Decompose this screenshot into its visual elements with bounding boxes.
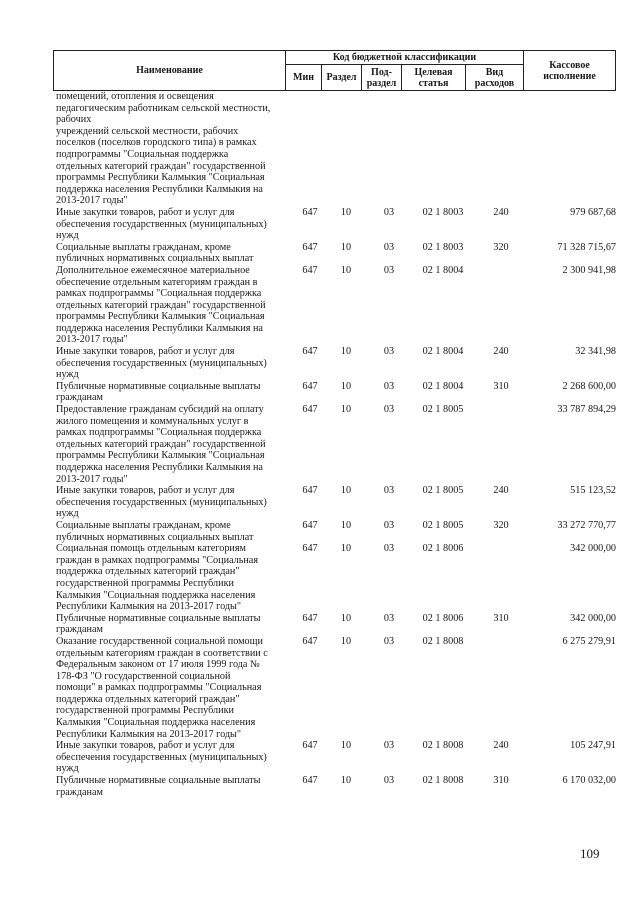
cell-sum: 33 787 894,29 bbox=[557, 404, 616, 416]
header-code-group: Код бюджетной классификации bbox=[286, 51, 524, 65]
cell-min: 647 bbox=[302, 264, 318, 276]
table-row bbox=[56, 242, 616, 265]
row-name-line: поддержка населения Республики Калмыкия на bbox=[56, 322, 263, 334]
cell-vid: 310 bbox=[493, 612, 509, 624]
row-name-line: отдельных категорий граждан" государственной bbox=[56, 299, 266, 311]
row-name-line: учреждений сельской местности, рабочих bbox=[56, 125, 239, 137]
row-name-line: Республики Калмыкия на 2013-2017 годы" bbox=[56, 728, 242, 740]
cell-min: 647 bbox=[302, 346, 318, 358]
cell-min: 647 bbox=[302, 612, 318, 624]
header-celevaya-line1: Целевая bbox=[414, 66, 453, 78]
table-header bbox=[53, 50, 616, 91]
cell-sum: 33 272 770,77 bbox=[557, 519, 616, 531]
header-vid bbox=[466, 65, 524, 91]
row-name bbox=[56, 543, 286, 613]
cell-sum: 342 000,00 bbox=[570, 543, 616, 555]
table-row bbox=[56, 265, 616, 346]
row-name-line: поселков (поселков городского типа) в рамках bbox=[56, 137, 257, 149]
cell-celevaya: 02 1 8005 bbox=[422, 519, 464, 531]
row-name bbox=[56, 346, 286, 381]
header-min: Мин bbox=[286, 65, 322, 91]
cell-razdel: 10 bbox=[340, 775, 352, 787]
cell-podrazdel: 03 bbox=[383, 346, 395, 358]
cell-vid: 320 bbox=[493, 519, 509, 531]
cell-vid: 310 bbox=[493, 775, 509, 787]
cell-podrazdel: 03 bbox=[383, 404, 395, 416]
row-name-line: Иные закупки товаров, работ и услуг для bbox=[56, 206, 235, 218]
row-name-line: нужд bbox=[56, 763, 79, 775]
row-name-line: помощи" в рамках подпрограммы "Социальная bbox=[56, 682, 262, 694]
header-kassa-line1: Кассовое bbox=[549, 59, 590, 71]
cell-min: 647 bbox=[302, 740, 318, 752]
row-name bbox=[56, 242, 286, 265]
row-name-line: 2013-2017 годы" bbox=[56, 473, 128, 485]
cell-celevaya: 02 1 8003 bbox=[422, 206, 464, 218]
header-podrazdel-line2: раздел bbox=[366, 77, 397, 89]
cell-podrazdel: 03 bbox=[383, 635, 395, 647]
table-body bbox=[56, 91, 616, 798]
table-row bbox=[56, 485, 616, 520]
row-name-line: Социальная помощь отдельным категориям bbox=[56, 543, 246, 555]
row-name-line: Федеральным законом от 17 июля 1999 года № bbox=[56, 659, 260, 671]
row-name-line: жилого помещения и коммунальных услуг в bbox=[56, 415, 249, 427]
cell-vid: 240 bbox=[493, 346, 509, 358]
row-name bbox=[56, 485, 286, 520]
row-name-line: Дополнительное ежемесячное материальное bbox=[56, 264, 250, 276]
table-row bbox=[56, 404, 616, 485]
cell-sum: 2 300 941,98 bbox=[562, 264, 616, 276]
cell-podrazdel: 03 bbox=[383, 485, 395, 497]
cell-vid: 320 bbox=[493, 241, 509, 253]
cell-min: 647 bbox=[302, 775, 318, 787]
row-name bbox=[56, 636, 286, 740]
row-name-line: Иные закупки товаров, работ и услуг для bbox=[56, 485, 235, 497]
row-name-line: 2013-2017 годы" bbox=[56, 195, 128, 207]
cell-celevaya: 02 1 8004 bbox=[422, 346, 464, 358]
cell-min: 647 bbox=[302, 543, 318, 555]
row-name-line: Публичные нормативные социальные выплаты bbox=[56, 380, 261, 392]
row-name-line: обеспечение отдельным категориям граждан в bbox=[56, 276, 258, 288]
row-name-line: Республики Калмыкия на 2013-2017 годы" bbox=[56, 601, 242, 613]
cell-razdel: 10 bbox=[340, 519, 352, 531]
cell-razdel: 10 bbox=[340, 241, 352, 253]
cell-min: 647 bbox=[302, 485, 318, 497]
cell-vid: 240 bbox=[493, 485, 509, 497]
row-name bbox=[56, 381, 286, 404]
row-name bbox=[56, 91, 286, 207]
header-celevaya bbox=[402, 65, 466, 91]
cell-celevaya: 02 1 8003 bbox=[422, 241, 464, 253]
cell-celevaya: 02 1 8004 bbox=[422, 380, 464, 392]
cell-podrazdel: 03 bbox=[383, 612, 395, 624]
row-name-line: Иные закупки товаров, работ и услуг для bbox=[56, 740, 235, 752]
row-name-line: Предоставление гражданам субсидий на оплату bbox=[56, 404, 264, 416]
cell-celevaya: 02 1 8005 bbox=[422, 404, 464, 416]
table-row bbox=[56, 91, 616, 207]
row-name-line: поддержка отдельных категорий граждан" bbox=[56, 693, 240, 705]
header-kassa-line2: исполнение bbox=[543, 70, 596, 82]
cell-sum: 6 275 279,91 bbox=[562, 635, 616, 647]
cell-min: 647 bbox=[302, 404, 318, 416]
header-name: Наименование bbox=[54, 51, 286, 91]
cell-razdel: 10 bbox=[340, 264, 352, 276]
header-celevaya-line2: статья bbox=[418, 77, 449, 89]
row-name-line: рамках подпрограммы "Социальная поддержка bbox=[56, 288, 262, 300]
table-row bbox=[56, 775, 616, 798]
cell-celevaya: 02 1 8004 bbox=[422, 264, 464, 276]
cell-razdel: 10 bbox=[340, 206, 352, 218]
cell-podrazdel: 03 bbox=[383, 740, 395, 752]
cell-min: 647 bbox=[302, 635, 318, 647]
cell-sum: 71 328 715,67 bbox=[557, 241, 616, 253]
cell-min: 647 bbox=[302, 380, 318, 392]
row-name-line: отдельных категорий граждан" государственной bbox=[56, 160, 266, 172]
table-row bbox=[56, 740, 616, 775]
row-name-line: гражданам bbox=[56, 786, 103, 798]
cell-min: 647 bbox=[302, 241, 318, 253]
cell-sum: 32 341,98 bbox=[575, 346, 616, 358]
cell-razdel: 10 bbox=[340, 612, 352, 624]
cell-sum: 515 123,52 bbox=[570, 485, 616, 497]
row-name-line: обеспечения государственных (муниципальных) bbox=[56, 357, 267, 369]
cell-razdel: 10 bbox=[340, 404, 352, 416]
row-name bbox=[56, 265, 286, 346]
row-name-line: Иные закупки товаров, работ и услуг для bbox=[56, 346, 235, 358]
cell-podrazdel: 03 bbox=[383, 264, 395, 276]
cell-razdel: 10 bbox=[340, 740, 352, 752]
row-name bbox=[56, 613, 286, 636]
header-podrazdel bbox=[362, 65, 402, 91]
cell-celevaya: 02 1 8008 bbox=[422, 775, 464, 787]
page-number: 109 bbox=[580, 846, 600, 861]
cell-sum: 342 000,00 bbox=[570, 612, 616, 624]
row-name-line: поддержка отдельных категорий граждан" bbox=[56, 566, 240, 578]
table-row bbox=[56, 636, 616, 740]
header-podrazdel-line1: Под- bbox=[371, 66, 392, 78]
cell-vid: 240 bbox=[493, 206, 509, 218]
cell-podrazdel: 03 bbox=[383, 775, 395, 787]
row-name-line: нужд bbox=[56, 230, 79, 242]
row-name bbox=[56, 740, 286, 775]
cell-celevaya: 02 1 8008 bbox=[422, 740, 464, 752]
header-vid-line2: расходов bbox=[474, 77, 515, 89]
cell-podrazdel: 03 bbox=[383, 380, 395, 392]
row-name-line: 178-ФЗ "О государственной социальной bbox=[56, 670, 231, 682]
cell-razdel: 10 bbox=[340, 346, 352, 358]
row-name-line: Публичные нормативные социальные выплаты bbox=[56, 775, 261, 787]
row-name-line: поддержка населения Республики Калмыкия на bbox=[56, 462, 263, 473]
row-name-line: отдельным категориям граждан в соответствии с bbox=[56, 647, 268, 659]
row-name-line: поддержка населения Республики Калмыкия на bbox=[56, 183, 263, 195]
header-vid-line1: Вид bbox=[485, 66, 504, 78]
row-name-line: гражданам bbox=[56, 392, 103, 404]
row-name-line: помещений, отопления и освещения bbox=[56, 91, 214, 102]
cell-sum: 105 247,91 bbox=[570, 740, 616, 752]
row-name-line: отдельных категорий граждан" государственной bbox=[56, 438, 266, 450]
row-name-line: нужд bbox=[56, 369, 79, 381]
row-name-line: нужд bbox=[56, 508, 79, 520]
cell-podrazdel: 03 bbox=[383, 241, 395, 253]
row-name-line: гражданам bbox=[56, 624, 103, 636]
row-name-line: Социальные выплаты гражданам, кроме bbox=[56, 519, 231, 531]
cell-podrazdel: 03 bbox=[383, 519, 395, 531]
cell-min: 647 bbox=[302, 206, 318, 218]
row-name bbox=[56, 520, 286, 543]
row-name-line: Калмыкия "Социальная поддержка населения bbox=[56, 589, 256, 601]
row-name-line: обеспечения государственных (муниципальных) bbox=[56, 496, 267, 508]
row-name-line: граждан в рамках подпрограммы "Социальная bbox=[56, 554, 259, 566]
row-name-line: 2013-2017 годы" bbox=[56, 334, 128, 346]
cell-razdel: 10 bbox=[340, 543, 352, 555]
row-name-line: программы Республики Калмыкия "Социальная bbox=[56, 172, 265, 184]
cell-celevaya: 02 1 8005 bbox=[422, 485, 464, 497]
header-razdel: Раздел bbox=[322, 65, 362, 91]
cell-min: 647 bbox=[302, 519, 318, 531]
table-row bbox=[56, 543, 616, 613]
cell-celevaya: 02 1 8008 bbox=[422, 635, 464, 647]
cell-sum: 6 170 032,00 bbox=[562, 775, 616, 787]
cell-vid: 240 bbox=[493, 740, 509, 752]
cell-podrazdel: 03 bbox=[383, 543, 395, 555]
row-name-line: обеспечения государственных (муниципальных) bbox=[56, 751, 267, 763]
row-name-line: подпрограммы "Социальная поддержка bbox=[56, 148, 229, 160]
row-name-line: государственной программы Республики bbox=[56, 577, 234, 589]
cell-sum: 979 687,68 bbox=[570, 206, 616, 218]
cell-sum: 2 268 600,00 bbox=[562, 380, 616, 392]
row-name-line: Публичные нормативные социальные выплаты bbox=[56, 612, 261, 624]
cell-razdel: 10 bbox=[340, 635, 352, 647]
cell-razdel: 10 bbox=[340, 380, 352, 392]
row-name-line: программы Республики Калмыкия "Социальная bbox=[56, 450, 265, 462]
row-name-line: Социальные выплаты гражданам, кроме bbox=[56, 241, 231, 253]
cell-celevaya: 02 1 8006 bbox=[422, 543, 464, 555]
row-name bbox=[56, 775, 286, 798]
header-kassa bbox=[524, 51, 616, 91]
table-row bbox=[56, 520, 616, 543]
row-name-line: обеспечения государственных (муниципальных) bbox=[56, 218, 267, 230]
row-name-line: публичных нормативных социальных выплат bbox=[56, 531, 254, 543]
row-name-line: публичных нормативных социальных выплат bbox=[56, 253, 254, 265]
row-name bbox=[56, 207, 286, 242]
cell-vid: 310 bbox=[493, 380, 509, 392]
row-name-line: Оказание государственной социальной помощи bbox=[56, 635, 263, 647]
table-row bbox=[56, 207, 616, 242]
row-name-line: педагогическим работникам сельской местности, рабочих bbox=[56, 102, 271, 126]
row-name-line: программы Республики Калмыкия "Социальная bbox=[56, 311, 265, 323]
row-name bbox=[56, 404, 286, 485]
table-row bbox=[56, 613, 616, 636]
row-name-line: рамках подпрограммы "Социальная поддержка bbox=[56, 427, 262, 439]
row-name-line: Калмыкия "Социальная поддержка населения bbox=[56, 717, 256, 729]
table-row bbox=[56, 381, 616, 404]
cell-razdel: 10 bbox=[340, 485, 352, 497]
cell-celevaya: 02 1 8006 bbox=[422, 612, 464, 624]
row-name-line: государственной программы Республики bbox=[56, 705, 234, 717]
table-row bbox=[56, 346, 616, 381]
cell-podrazdel: 03 bbox=[383, 206, 395, 218]
